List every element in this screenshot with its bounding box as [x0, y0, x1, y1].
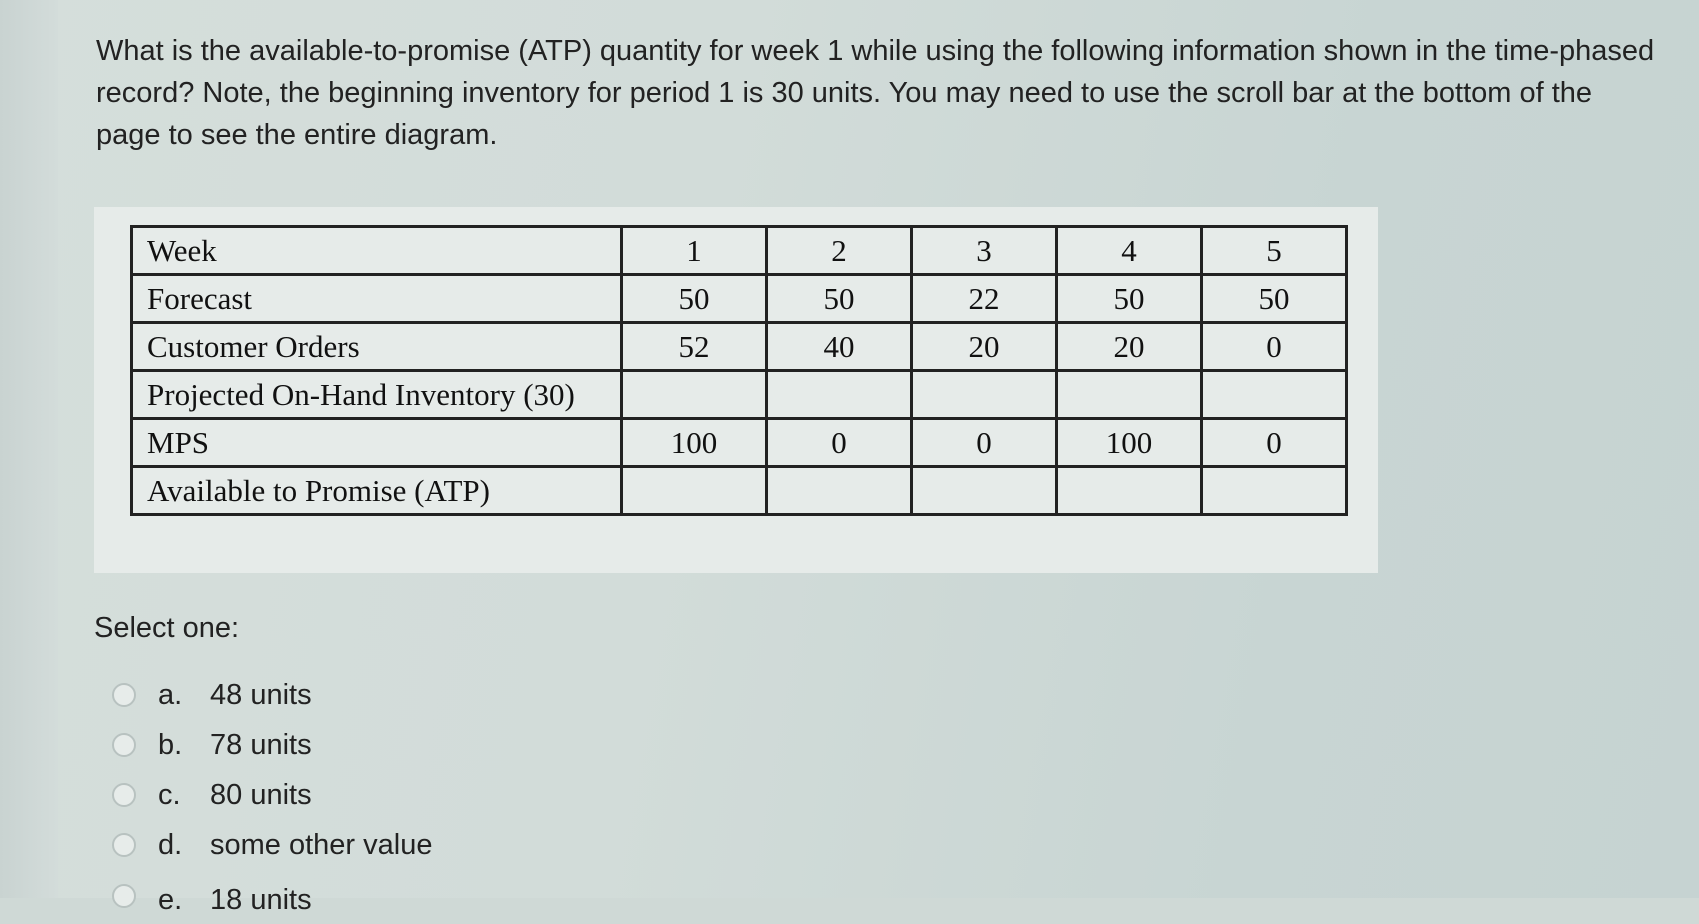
table-cell: 20: [912, 323, 1057, 371]
option-letter: e.: [158, 884, 183, 916]
table-cell: 0: [912, 419, 1057, 467]
header-cell: 1: [622, 227, 767, 275]
radio-button[interactable]: [112, 783, 136, 807]
table-cell: 100: [622, 419, 767, 467]
table-cell: 52: [622, 323, 767, 371]
table-cell: [1057, 371, 1202, 419]
radio-button[interactable]: [112, 683, 136, 707]
table-cell: [1202, 467, 1347, 515]
answer-options: [112, 670, 432, 924]
row-label: Available to Promise (ATP): [132, 467, 622, 515]
option-b[interactable]: [112, 720, 432, 770]
option-letter: c.: [158, 778, 181, 811]
table-cell: [912, 467, 1057, 515]
table-cell: 22: [912, 275, 1057, 323]
table-cell: 100: [1057, 419, 1202, 467]
table-cell: 50: [1057, 275, 1202, 323]
radio-button[interactable]: [112, 884, 136, 908]
question-line-1: What is the available-to-promise (ATP) quantity for week 1 while using the following information shown in the time-phased: [96, 35, 1655, 67]
option-letter: d.: [158, 828, 183, 861]
header-cell: Week: [132, 227, 622, 275]
header-cell: 2: [767, 227, 912, 275]
table-cell: 50: [1202, 275, 1347, 323]
header-cell: 4: [1057, 227, 1202, 275]
table-cell: [1057, 467, 1202, 515]
option-letter: a.: [158, 678, 183, 711]
header-cell: 3: [912, 227, 1057, 275]
table-cell: 50: [622, 275, 767, 323]
table-cell: 0: [1202, 419, 1347, 467]
table-cell: [767, 371, 912, 419]
table-cell: [622, 371, 767, 419]
table-row-forecast: [132, 275, 1347, 323]
table-cell: [622, 467, 767, 515]
table-header-row: [132, 227, 1347, 275]
row-label: Customer Orders: [132, 323, 622, 371]
table-row-atp: [132, 467, 1347, 515]
option-letter: b.: [158, 728, 183, 761]
row-label: Forecast: [132, 275, 622, 323]
table-row-customer-orders: [132, 323, 1347, 371]
question-line-2: record? Note, the beginning inventory for period 1 is 30 units. You may need to use the scroll bar at the bottom of the: [96, 77, 1593, 109]
question-line-3: page to see the entire diagram.: [96, 119, 498, 151]
option-text: 80 units: [210, 778, 312, 811]
option-d[interactable]: [112, 820, 432, 870]
time-phased-record-image: [94, 207, 1378, 573]
table-row-projected-on-hand: [132, 371, 1347, 419]
question-text: [96, 30, 1696, 156]
option-e[interactable]: [112, 870, 432, 924]
table-cell: [912, 371, 1057, 419]
header-cell: 5: [1202, 227, 1347, 275]
radio-button[interactable]: [112, 833, 136, 857]
left-edge: [0, 0, 58, 898]
table-cell: 0: [1202, 323, 1347, 371]
row-label: Projected On-Hand Inventory (30): [132, 371, 622, 419]
option-text: 48 units: [210, 678, 312, 711]
table-cell: [767, 467, 912, 515]
option-text: 78 units: [210, 728, 312, 761]
table-cell: [1202, 371, 1347, 419]
time-phased-record-table: [130, 225, 1348, 516]
table-cell: 0: [767, 419, 912, 467]
row-label: MPS: [132, 419, 622, 467]
option-text: 18 units: [210, 884, 312, 916]
table-cell: 50: [767, 275, 912, 323]
table-cell: 40: [767, 323, 912, 371]
option-a[interactable]: [112, 670, 432, 720]
option-c[interactable]: [112, 770, 432, 820]
radio-button[interactable]: [112, 733, 136, 757]
option-text: some other value: [210, 828, 433, 861]
select-one-label: Select one:: [94, 612, 240, 644]
table-row-mps: [132, 419, 1347, 467]
table-cell: 20: [1057, 323, 1202, 371]
